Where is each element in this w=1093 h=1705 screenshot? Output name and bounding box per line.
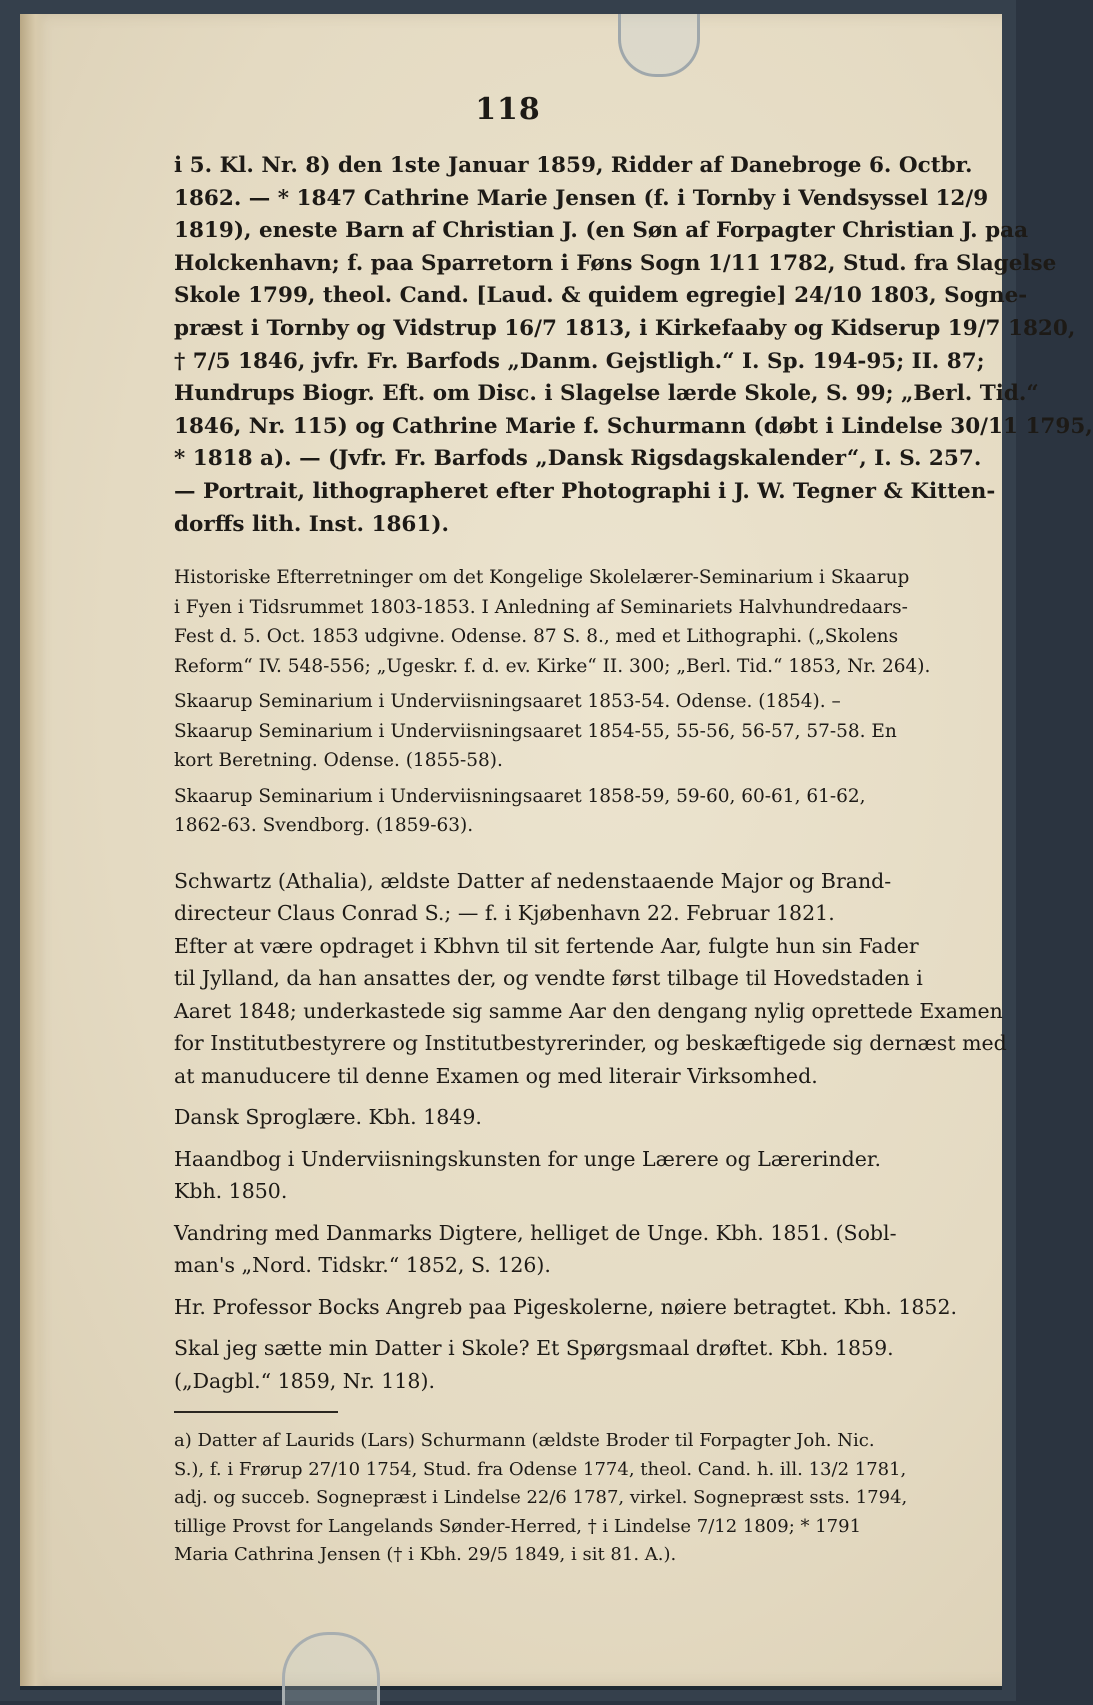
text-line: Hundrups Biogr. Eft. om Disc. i Slagelse lærde Skole, S. 99; „Berl. Tid.“ [174, 381, 1039, 407]
text-line: Aaret 1848; underkastede sig samme Aar den dengang nylig oprettede Examen [174, 998, 1003, 1023]
text-line: † 7/5 1846, jvfr. Fr. Barfods „Danm. Gejstligh.“ I. Sp. 194-95; II. 87; [174, 348, 985, 374]
text-line: dorffs lith. Inst. 1861). [174, 511, 449, 537]
text-line: for Institutbestyrere og Institutbestyrerinder, og beskæftigede sig dernæst med [174, 1031, 1007, 1056]
text-line: * 1818 a). — (Jvfr. Fr. Barfods „Dansk Rigsdagskalender“, I. S. 257. [174, 446, 982, 472]
text-line: Schwartz (Athalia), ældste Datter af nedenstaaende Major og Brand- [174, 868, 892, 893]
works-list-seminarium [174, 563, 982, 841]
text-line: Hr. Professor Bocks Angreb paa Pigeskolerne, nøiere betragtet. Kbh. 1852. [174, 1294, 958, 1319]
text-line: Skaarup Seminarium i Underviisningsaaret 1853-54. Odense. (1854). – [174, 691, 841, 713]
footnote-divider [174, 1411, 338, 1413]
text-line: adj. og succeb. Sognepræst i Lindelse 22/6 1787, virkel. Sognepræst ssts. 1794, [174, 1487, 908, 1509]
paper-clip-top [618, 14, 700, 77]
text-line: 1819), eneste Barn af Christian J. (en Søn af Forpagter Christian J. paa [174, 218, 1028, 244]
text-line: Vandring med Danmarks Digtere, helliget de Unge. Kbh. 1851. (Sobl- [174, 1220, 897, 1245]
text-line: Reform“ IV. 548-556; „Ugeskr. f. d. ev. Kirke“ II. 300; „Berl. Tid.“ 1853, Nr. 264). [174, 655, 931, 677]
text-line: man's „Nord. Tidskr.“ 1852, S. 126). [174, 1253, 551, 1278]
text-line: a) Datter af Laurids (Lars) Schurmann (ældste Broder til Forpagter Joh. Nic. [174, 1430, 875, 1452]
text-line: Holckenhavn; f. paa Sparretorn i Føns Sogn 1/11 1782, Stud. fra Slagelse [174, 250, 1057, 276]
page-spine [20, 14, 46, 1686]
text-line: tillige Provst for Langelands Sønder-Herred, † i Lindelse 7/12 1809; * 1791 [174, 1515, 862, 1537]
text-line: 1862-63. Svendborg. (1859-63). [174, 815, 474, 837]
text-line: i 5. Kl. Nr. 8) den 1ste Januar 1859, Ridder af Danebroge 6. Octbr. [174, 153, 973, 178]
text-line: Dansk Sproglære. Kbh. 1849. [174, 1105, 482, 1130]
page-number: 118 [475, 92, 541, 127]
text-line: Haandbog i Underviisningskunsten for unge Lærere og Lærerinder. [174, 1146, 881, 1171]
biography-continuation [174, 150, 1093, 541]
text-line: 1846, Nr. 115) og Cathrine Marie f. Schurmann (døbt i Lindelse 30/11 1795, [174, 413, 1093, 439]
text-line: („Dagbl.“ 1859, Nr. 118). [174, 1368, 435, 1393]
page-body [174, 150, 1093, 1570]
text-line: Skaarup Seminarium i Underviisningsaaret 1858-59, 59-60, 60-61, 61-62, [174, 785, 866, 807]
text-line: Efter at være opdraget i Kbhvn til sit fertende Aar, fulgte hun sin Fader [174, 933, 919, 958]
text-line: Historiske Efterretninger om det Kongelige Skolelærer-Seminarium i Skaarup [174, 567, 910, 589]
text-line: — Portrait, lithographeret efter Photographi i J. W. Tegner & Kitten- [174, 478, 996, 504]
text-line: S.), f. i Frørup 27/10 1754, Stud. fra Odense 1774, theol. Cand. h. ill. 13/2 1781, [174, 1458, 907, 1480]
biography-schwartz [174, 865, 1007, 1398]
text-line: Skole 1799, theol. Cand. [Laud. & quidem egregie] 24/10 1803, Sogne- [174, 283, 1028, 309]
footnote [174, 1427, 982, 1570]
text-line: til Jylland, da han ansattes der, og vendte først tilbage til Hovedstaden i [174, 966, 923, 991]
text-line: Kbh. 1850. [174, 1179, 288, 1204]
text-line: i Fyen i Tidsrummet 1803-1853. I Anledning af Seminariets Halvhundredaars- [174, 596, 908, 618]
text-line: kort Beretning. Odense. (1855-58). [174, 750, 503, 772]
text-line: 1862. — * 1847 Cathrine Marie Jensen (f. i Tornby i Vendsyssel 12/9 [174, 185, 989, 211]
paper-clip-bottom [282, 1632, 380, 1705]
text-line: Skaarup Seminarium i Underviisningsaaret 1854-55, 55-56, 56-57, 57-58. En [174, 720, 897, 742]
text-line: Maria Cathrina Jensen († i Kbh. 29/5 1849, i sit 81. A.). [174, 1544, 677, 1566]
text-line: at manuducere til denne Examen og med literair Virksomhed. [174, 1063, 818, 1088]
text-line: Fest d. 5. Oct. 1853 udgivne. Odense. 87 S. 8., med et Lithographi. („Skolens [174, 626, 899, 648]
text-line: Skal jeg sætte min Datter i Skole? Et Spørgsmaal drøftet. Kbh. 1859. [174, 1336, 894, 1361]
text-line: præst i Tornby og Vidstrup 16/7 1813, i Kirkefaaby og Kidserup 19/7 1820, [174, 315, 1076, 341]
text-line: directeur Claus Conrad S.; — f. i Kjøbenhavn 22. Februar 1821. [174, 901, 835, 926]
